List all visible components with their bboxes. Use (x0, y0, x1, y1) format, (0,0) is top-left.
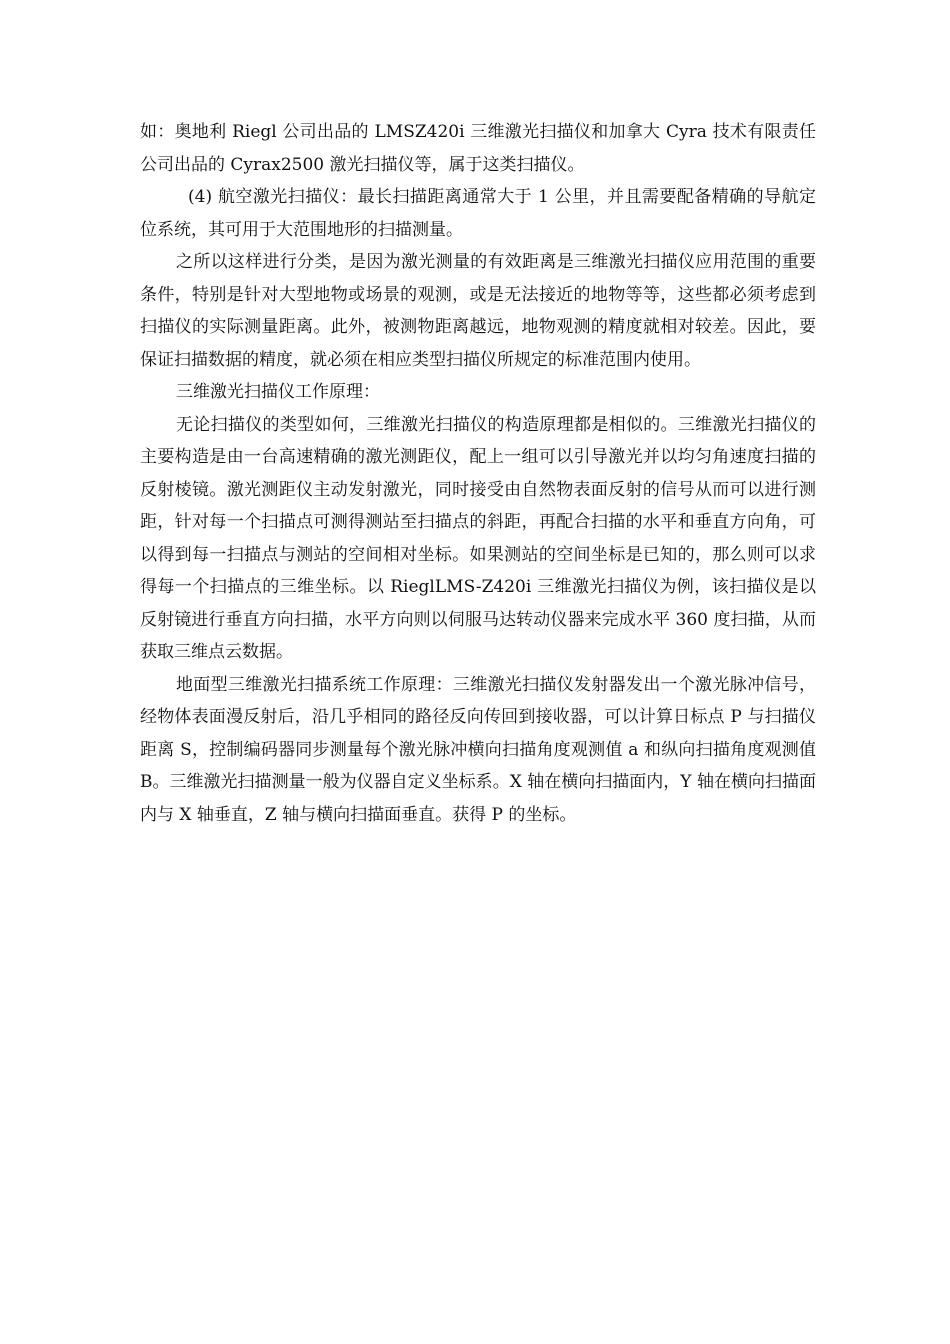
paragraph-working-principle-heading: 三维激光扫描仪工作原理： (176, 382, 380, 402)
paragraph-scanner-examples: 如：奥地利 Riegl 公司出品的 LMSZ420i 三维激光扫描仪和加拿大 Cyra 技术有限责任公司出品的 Cyrax2500 激光扫描仪等，属于这类扫描仪。 (140, 122, 816, 175)
paragraph-ground-system-principle: 地面型三维激光扫描系统工作原理：三维激光扫描仪发射器发出一个激光脉冲信号，经物体表面漫反射后，沿几乎相同的路径反向传回到接收器，可以计算日标点 P 与扫描仪距离 S，控制编码器同步测量每个激光脉冲横向扫描角度观测值 a 和纵向扫描角度观测值 B。三维激光扫描测量一般为仪器自定义坐标系。X 轴在横向扫描面内，Y 轴在横向扫描面内与 X 轴垂直，Z 轴与横向扫描面垂直。获得 P 的坐标。 (140, 674, 816, 825)
paragraph-airborne-scanner: (4) 航空激光扫描仪：最长扫描距离通常大于 1 公里，并且需要配备精确的导航定位系统，其可用于大范围地形的扫描测量。 (140, 187, 816, 240)
paragraph-classification-reason: 之所以这样进行分类，是因为激光测量的有效距离是三维激光扫描仪应用范围的重要条件，特别是针对大型地物或场景的观测，或是无法接近的地物等等，这些都必须考虑到扫描仪的实际测量距离。此外，被测物距离越远，地物观测的精度就相对较差。因此，要保证扫描数据的精度，就必须在相应类型扫描仪所规定的标准范围内使用。 (140, 252, 816, 370)
paragraph-construction-principle: 无论扫描仪的类型如何，三维激光扫描仪的构造原理都是相似的。三维激光扫描仪的主要构造是由一台高速精确的激光测距仪，配上一组可以引导激光并以均匀角速度扫描的反射棱镜。激光测距仪主动发射激光，同时接受由自然物表面反射的信号从而可以进行测距，针对每一个扫描点可测得测站至扫描点的斜距，再配合扫描的水平和垂直方向角，可以得到每一扫描点与测站的空间相对坐标。如果测站的空间坐标是已知的，那么则可以求得每一个扫描点的三维坐标。以 RieglLMS-Z420i 三维激光扫描仪为例，该扫描仪是以反射镜进行垂直方向扫描，水平方向则以伺服马达转动仪器来完成水平 360 度扫描，从而获取三维点云数据。 (140, 414, 816, 662)
document-body (140, 116, 816, 831)
